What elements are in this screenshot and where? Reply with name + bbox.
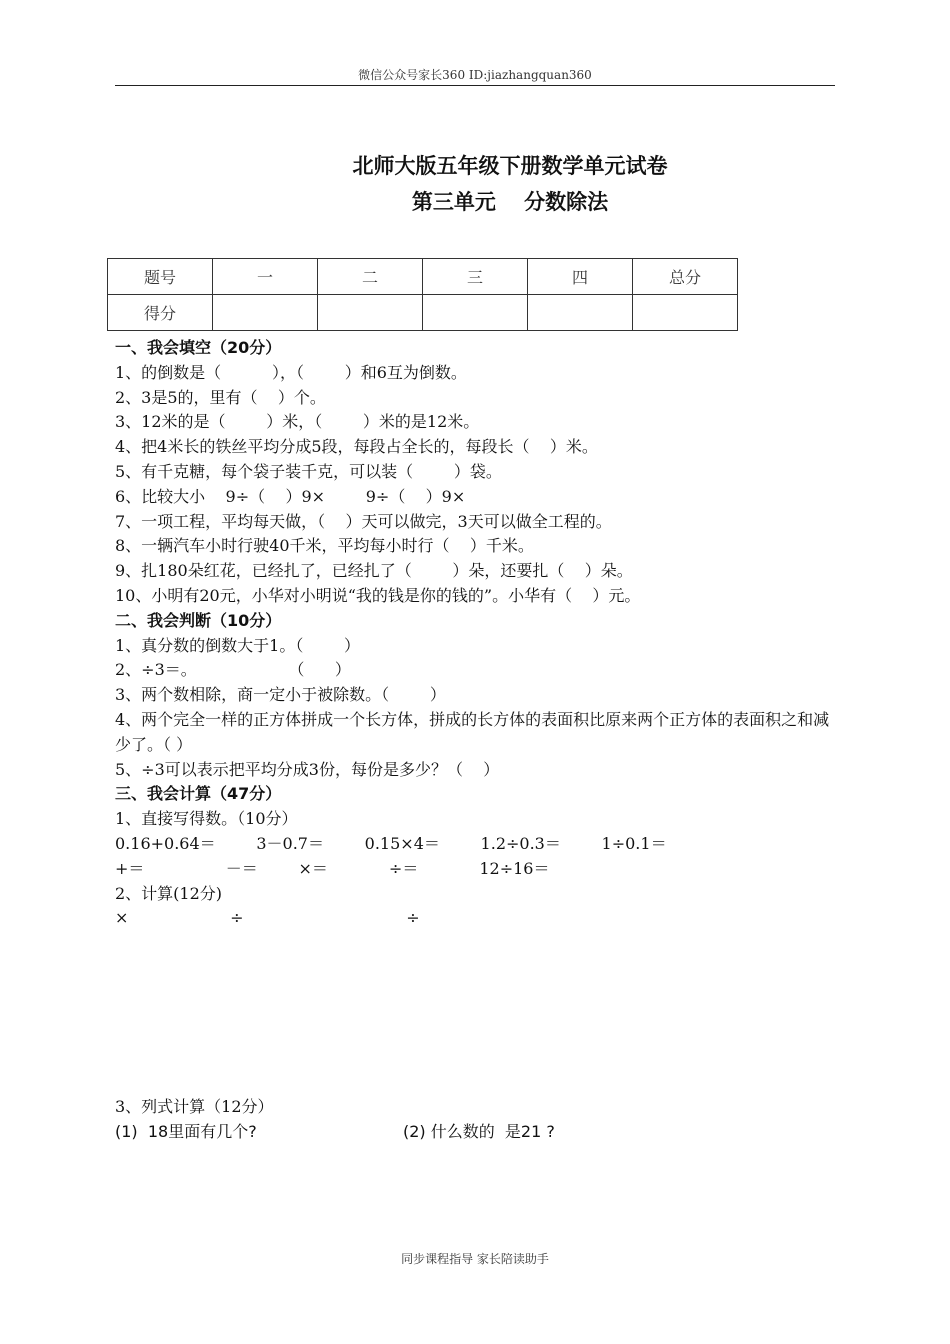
question-item: (1) 18里面有几个? <box>115 1121 257 1141</box>
answer-space <box>115 931 845 1095</box>
subsection-heading: 1、直接写得数。（10分） <box>115 809 298 829</box>
question-item: 6、比较大小 9÷（ ）9× 9÷（ ）9× <box>115 486 466 506</box>
question-item: 1、真分数的倒数大于1。（ ） <box>115 635 361 655</box>
question-item: 3、12米的是（ ）米，（ ）米的是12米。 <box>115 412 480 432</box>
question-item: 8、一辆汽车小时行驶40千米，平均每小时行（ ）千米。 <box>115 536 534 556</box>
section-heading: 一、我会填空（20分） <box>115 338 282 357</box>
table-cell: 得分 <box>108 295 213 331</box>
subsection-heading: 2、计算(12分) <box>115 883 223 903</box>
question-item: 9、扎180朵红花，已经扎了，已经扎了（ ）朵，还要扎（ ）朵。 <box>115 561 633 581</box>
score-table <box>107 258 738 331</box>
table-cell: 题号 <box>108 259 213 295</box>
question-item: 2、÷3＝。 （ ） <box>115 660 351 680</box>
unit-title: 第三单元 分数除法 <box>411 190 609 214</box>
table-cell: 一 <box>213 259 318 295</box>
question-item: 10、小明有20元，小华对小明说“我的钱是你的钱的”。小华有（ ）元。 <box>115 585 641 605</box>
score-table-header-row <box>108 259 738 295</box>
score-input-cell[interactable] <box>318 295 423 331</box>
subsection-heading: 3、列式计算（12分） <box>115 1097 274 1117</box>
score-input-cell[interactable] <box>528 295 633 331</box>
question-item: 4、把4米长的铁丝平均分成5段，每段占全长的，每段长（ ）米。 <box>115 437 598 457</box>
question-item: (2) 什么数的 是21 ? <box>403 1121 555 1141</box>
question-item: 5、有千克糖，每个袋子装千克，可以装（ ）袋。 <box>115 461 502 481</box>
table-cell: 三 <box>423 259 528 295</box>
section-heading: 二、我会判断（10分） <box>115 610 282 630</box>
calc-row: × ÷ ÷ <box>115 908 420 928</box>
question-item: 2、3是5的，里有（ ）个。 <box>115 387 326 407</box>
question-item: 4、两个完全一样的正方体拼成一个长方体，拼成的长方体的表面积比原来两个正方体的表面积之和减少了。（ ） <box>115 709 830 754</box>
question-item: 7、一项工程，平均每天做，（ ）天可以做完，3天可以做全工程的。 <box>115 511 612 531</box>
page-footer: 同步课程指导 家长陪读助手 <box>401 1252 549 1266</box>
section-heading: 三、我会计算（47分） <box>115 784 282 804</box>
score-input-cell[interactable] <box>633 295 738 331</box>
table-cell: 四 <box>528 259 633 295</box>
score-table-score-row <box>108 295 738 331</box>
exam-content <box>115 336 845 1145</box>
question-item: 3、两个数相除，商一定小于被除数。（ ） <box>115 685 446 705</box>
question-item: 1、的倒数是（ ），（ ）和6互为倒数。 <box>115 362 467 382</box>
calc-row: 0.16+0.64＝ 3－0.7＝ 0.15×4＝ 1.2÷0.3＝ 1÷0.1＝ <box>115 833 667 853</box>
calc-row: +＝ －＝ ×＝ ÷＝ 12÷16＝ <box>115 858 550 878</box>
table-cell: 总分 <box>633 259 738 295</box>
score-input-cell[interactable] <box>423 295 528 331</box>
page-header: 微信公众号家长360 ID:jiazhangquan360 <box>358 68 592 82</box>
question-row <box>115 1120 845 1145</box>
table-cell: 二 <box>318 259 423 295</box>
exam-title: 北师大版五年级下册数学单元试卷 <box>352 154 668 178</box>
score-input-cell[interactable] <box>213 295 318 331</box>
header-rule <box>115 85 835 86</box>
question-item: 5、÷3可以表示把平均分成3份，每份是多少？（ ） <box>115 759 500 779</box>
